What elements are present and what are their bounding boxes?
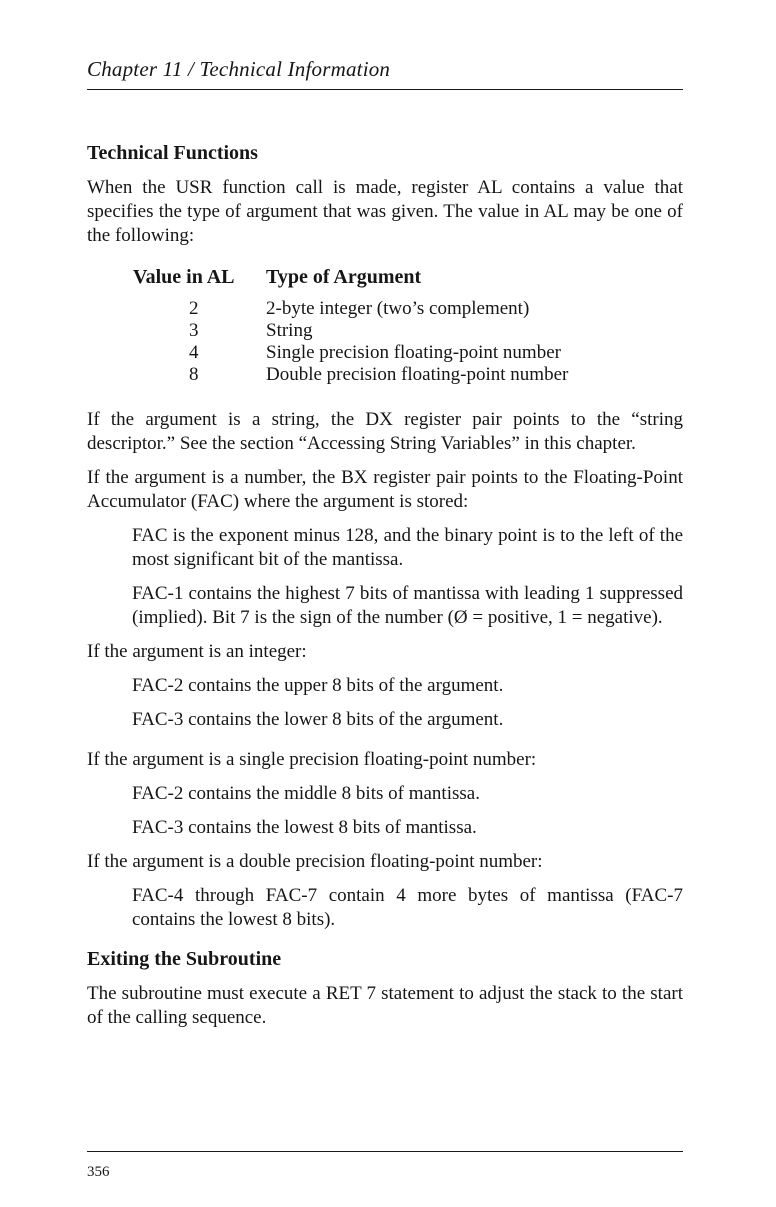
table-cell-value: 3 [189, 320, 199, 341]
double-precision-paragraph: If the argument is a double precision floating-point number: [87, 851, 543, 872]
table-cell-value: 4 [189, 342, 199, 363]
header-rule [87, 89, 683, 90]
footer-rule [87, 1151, 683, 1152]
table-cell-type: Double precision floating-point number [266, 364, 569, 385]
table-cell-type: String [266, 320, 313, 341]
table-header-row [133, 264, 683, 290]
table-cell-type: 2-byte integer (two’s complement) [266, 298, 530, 319]
table-header-value: Value in AL [133, 266, 235, 288]
table-row [133, 364, 683, 386]
page-body [87, 140, 683, 1040]
table-row [133, 298, 683, 320]
table-row [133, 342, 683, 364]
table-cell-value: 2 [189, 298, 199, 319]
string-argument-paragraph: If the argument is a string, the DX register pair points to the “string descriptor.” See the section “Accessing String Variables” in this chapter. [87, 409, 683, 454]
section-heading-exiting-subroutine: Exiting the Subroutine [87, 948, 282, 970]
single-fac3-paragraph: FAC-3 contains the lowest 8 bits of mantissa. [132, 817, 477, 838]
fac-paragraph: FAC is the exponent minus 128, and the binary point is to the left of the most significant bit of the mantissa. [132, 525, 683, 570]
integer-argument-paragraph: If the argument is an integer: [87, 641, 307, 662]
table-row [133, 320, 683, 342]
single-precision-paragraph: If the argument is a single precision floating-point number: [87, 749, 537, 770]
double-fac-paragraph: FAC-4 through FAC-7 contain 4 more bytes of mantissa (FAC-7 contains the lowest 8 bits). [132, 885, 683, 930]
table-header-type: Type of Argument [266, 266, 422, 288]
exiting-paragraph: The subroutine must execute a RET 7 statement to adjust the stack to the start of the calling sequence. [87, 983, 683, 1028]
single-fac2-paragraph: FAC-2 contains the middle 8 bits of mantissa. [132, 783, 480, 804]
intro-paragraph: When the USR function call is made, register AL contains a value that specifies the type of argument that was given. The value in AL may be one of the following: [87, 177, 683, 246]
number-argument-paragraph: If the argument is a number, the BX register pair points to the Floating-Point Accumulator (FAC) where the argument is stored: [87, 467, 683, 512]
table-cell-value: 8 [189, 364, 199, 385]
table-cell-type: Single precision floating-point number [266, 342, 561, 363]
fac1-paragraph: FAC-1 contains the highest 7 bits of mantissa with leading 1 suppressed (implied). Bit 7 is the sign of the number (Ø = positive, 1 = negative). [132, 583, 683, 628]
integer-fac2-paragraph: FAC-2 contains the upper 8 bits of the argument. [132, 675, 504, 696]
al-value-table [133, 264, 683, 386]
running-head: Chapter 11 / Technical Information [87, 57, 391, 81]
section-heading-technical-functions: Technical Functions [87, 142, 258, 164]
integer-fac3-paragraph: FAC-3 contains the lower 8 bits of the argument. [132, 709, 504, 730]
page-number: 356 [87, 1164, 110, 1180]
